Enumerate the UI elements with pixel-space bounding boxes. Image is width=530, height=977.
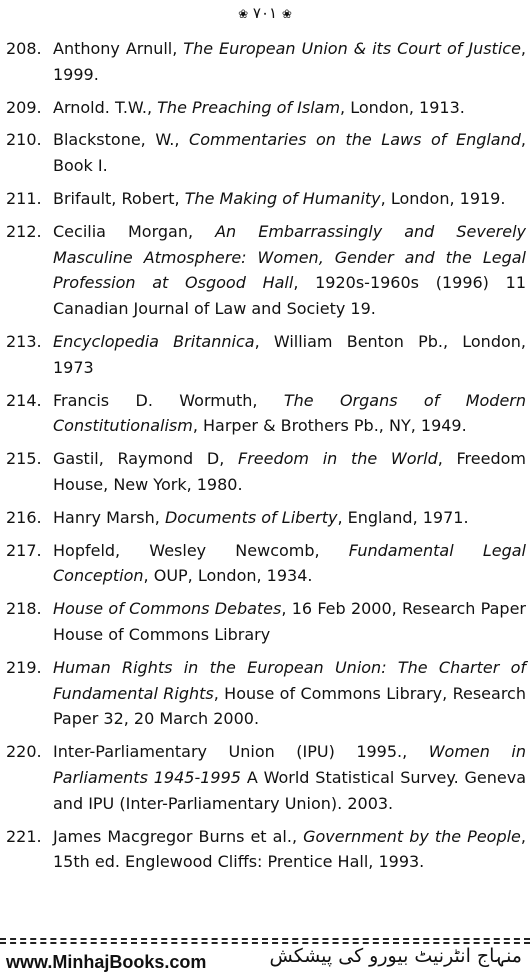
reference-title: Documents of Liberty — [164, 507, 338, 527]
reference-number: 216. — [6, 507, 42, 527]
reference-number: 211. — [6, 188, 42, 208]
reference-title: Fundamental Legal Conception — [53, 540, 527, 586]
reference-text — [53, 538, 526, 590]
reference-text — [53, 739, 526, 816]
reference-text — [53, 655, 526, 732]
reference-list — [6, 36, 526, 882]
reference-details: , 16 Feb 2000, Research Paper House of Commons Library — [53, 599, 526, 644]
reference-number: 210. — [6, 130, 42, 150]
reference-number: 208. — [6, 39, 42, 58]
reference-details: , England, 1971. — [337, 507, 469, 527]
reference-details: , 1999. — [53, 39, 527, 84]
reference-item — [6, 596, 526, 648]
reference-item — [6, 655, 526, 732]
reference-item — [6, 824, 526, 876]
reference-title: Human Rights in the European Union: The Charter of Fundamental Rights — [53, 657, 526, 703]
reference-text — [53, 36, 526, 88]
footer-divider — [0, 938, 530, 940]
reference-text — [53, 329, 526, 381]
reference-author: Brifault, Robert, — [53, 188, 185, 208]
reference-title: Women in Parliaments 1945-1995 — [53, 742, 526, 787]
reference-item — [6, 127, 526, 179]
reference-title: The Organs of Modern Constitutionalism — [53, 390, 527, 436]
reference-title: House of Commons Debates — [53, 599, 282, 619]
reference-number: 209. — [6, 97, 42, 117]
left-ornament-icon: ❀ — [238, 7, 249, 21]
right-ornament-icon: ❀ — [281, 7, 292, 21]
reference-title: The Making of Humanity — [184, 188, 381, 208]
reference-details: , House of Commons Library, Research Paper 32, 20 March 2000. — [53, 683, 526, 729]
website-link[interactable]: www.MinhajBooks.com — [6, 952, 207, 972]
reference-title: Commentaries on the Laws of England — [189, 130, 521, 150]
reference-item — [6, 388, 526, 440]
reference-author: Gastil, Raymond D, — [53, 449, 238, 469]
reference-item — [6, 505, 526, 531]
reference-text — [53, 388, 526, 440]
reference-item — [6, 329, 526, 381]
reference-title: Government by the People — [303, 826, 521, 846]
reference-details: , OUP, London, 1934. — [143, 566, 313, 586]
reference-details: , Harper & Brothers Pb., NY, 1949. — [192, 416, 467, 436]
reference-details: , London, 1913. — [340, 97, 465, 117]
page-header — [0, 2, 530, 24]
reference-number: 221. — [6, 826, 42, 846]
reference-author: Hopfeld, Wesley Newcomb, — [53, 540, 349, 560]
reference-item — [6, 186, 526, 212]
reference-item — [6, 36, 526, 88]
reference-number: 217. — [6, 540, 42, 560]
reference-item — [6, 446, 526, 498]
reference-title: The European Union & its Court of Justice — [183, 39, 521, 58]
reference-number: 212. — [6, 221, 42, 241]
urdu-credit: منہاج انٹرنیٹ بیورو کی پیشکش — [269, 945, 522, 967]
reference-text — [53, 824, 526, 876]
reference-title: Freedom in the World — [238, 449, 438, 469]
reference-title: Encyclopedia Britannica — [53, 331, 255, 351]
reference-details: , Book I. — [53, 130, 526, 176]
reference-author: Blackstone, W., — [53, 130, 190, 150]
reference-text — [53, 596, 526, 648]
reference-author: Hanry Marsh, — [53, 507, 165, 527]
reference-item — [6, 739, 526, 816]
page-number: ۷۰۱ — [252, 4, 278, 22]
reference-text — [53, 505, 526, 531]
reference-author: Francis D. Wormuth, — [53, 390, 284, 410]
reference-text — [53, 186, 526, 212]
reference-author: Anthony Arnull, — [53, 39, 184, 58]
reference-details: , 15th ed. Englewood Cliffs: Prentice Hall, 1993. — [53, 826, 526, 872]
footer-divider-2 — [0, 942, 530, 944]
reference-text — [53, 446, 526, 498]
reference-details: A World Statistical Survey. Geneva and IPU (Inter-Parliamentary Union). 2003. — [53, 767, 526, 813]
reference-number: 215. — [6, 449, 42, 469]
reference-item — [6, 95, 526, 121]
reference-details: , London, 1919. — [380, 188, 506, 208]
reference-title: The Preaching of Islam — [157, 97, 341, 117]
reference-author: James Macgregor Burns et al., — [53, 826, 304, 846]
reference-author: Arnold. T.W., — [53, 97, 158, 117]
reference-text — [53, 127, 526, 179]
reference-author: Cecilia Morgan, — [53, 221, 216, 241]
reference-number: 219. — [6, 657, 42, 677]
reference-item — [6, 219, 526, 322]
reference-number: 218. — [6, 599, 42, 619]
reference-number: 220. — [6, 742, 42, 762]
reference-text — [53, 95, 526, 121]
reference-details: , 1920s-1960s (1996) 11 Canadian Journal of Law and Society 19. — [53, 273, 526, 319]
reference-number: 214. — [6, 390, 42, 410]
reference-title: An Embarrassingly and Severely Masculine Atmosphere: Women, Gender and the Legal Profession at Osgood Hall — [53, 221, 526, 293]
reference-text — [53, 219, 526, 322]
reference-details: , William Benton Pb., London, 1973 — [53, 331, 526, 377]
reference-number: 213. — [6, 331, 42, 351]
reference-details: , Freedom House, New York, 1980. — [53, 449, 527, 494]
reference-author: Inter-Parliamentary Union (IPU) 1995., — [53, 742, 429, 762]
reference-item — [6, 538, 526, 590]
